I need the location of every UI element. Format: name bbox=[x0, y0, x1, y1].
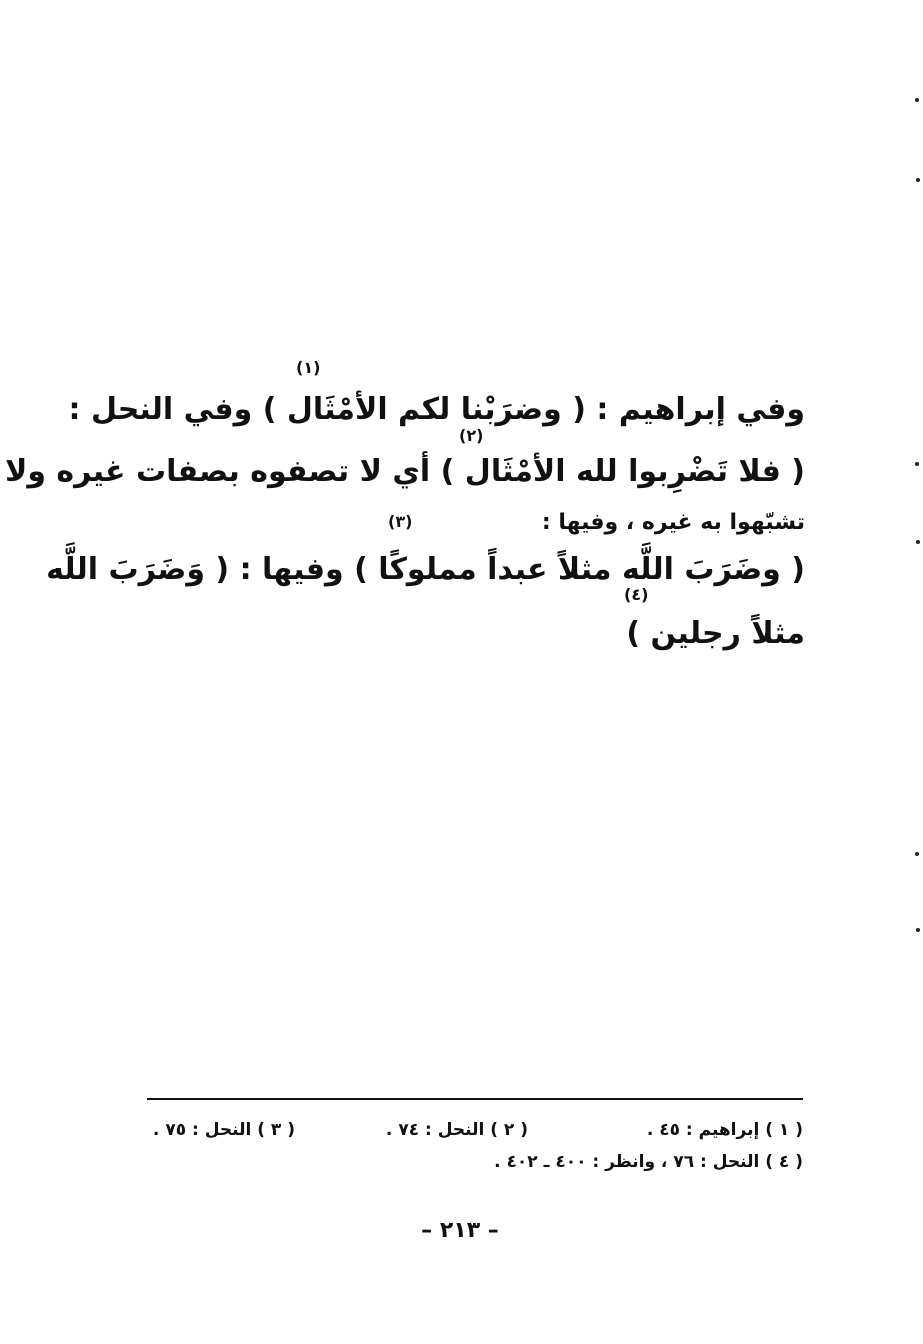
body-line-1: وفي إبراهيم : ( وضرَبْنا لكم الأمْثَال ) وفي النحل : bbox=[68, 392, 805, 427]
footnote-ref-1: (١) bbox=[296, 358, 321, 377]
scan-mark bbox=[915, 98, 919, 102]
body-line-5: مثلاً رجلين ) bbox=[626, 616, 805, 651]
page-number: – ٢١٣ – bbox=[421, 1218, 499, 1243]
footnote-4: ( ٤ ) النحل : ٧٦ ، وانظر : ٤٠٠ ـ ٤٠٢ . bbox=[494, 1152, 803, 1172]
footnote-2: ( ٢ ) النحل : ٧٤ . bbox=[385, 1120, 528, 1140]
footnote-ref-2: (٢) bbox=[459, 426, 484, 445]
scan-mark bbox=[916, 178, 920, 182]
footnote-1: ( ١ ) إبراهيم : ٤٥ . bbox=[646, 1120, 803, 1140]
footnote-ref-3: (٣) bbox=[388, 512, 413, 531]
footnote-separator bbox=[147, 1098, 803, 1100]
scan-mark bbox=[916, 540, 920, 544]
footnote-ref-4: (٤) bbox=[624, 585, 649, 604]
body-line-3: تشبّهوا به غيره ، وفيها : bbox=[541, 510, 805, 535]
body-line-2: ( فلا تَضْرِبوا لله الأمْثَال ) أي لا تصفوه بصفات غيره ولا bbox=[5, 454, 805, 489]
body-line-4: ( وضَرَبَ اللَّه مثلاً عبداً مملوكًا ) وفيها : ( وَضَرَبَ اللَّه bbox=[46, 552, 805, 587]
scan-mark bbox=[916, 928, 920, 932]
footnote-3: ( ٣ ) النحل : ٧٥ . bbox=[152, 1120, 295, 1140]
scan-mark bbox=[915, 852, 919, 856]
scan-mark bbox=[915, 462, 919, 466]
